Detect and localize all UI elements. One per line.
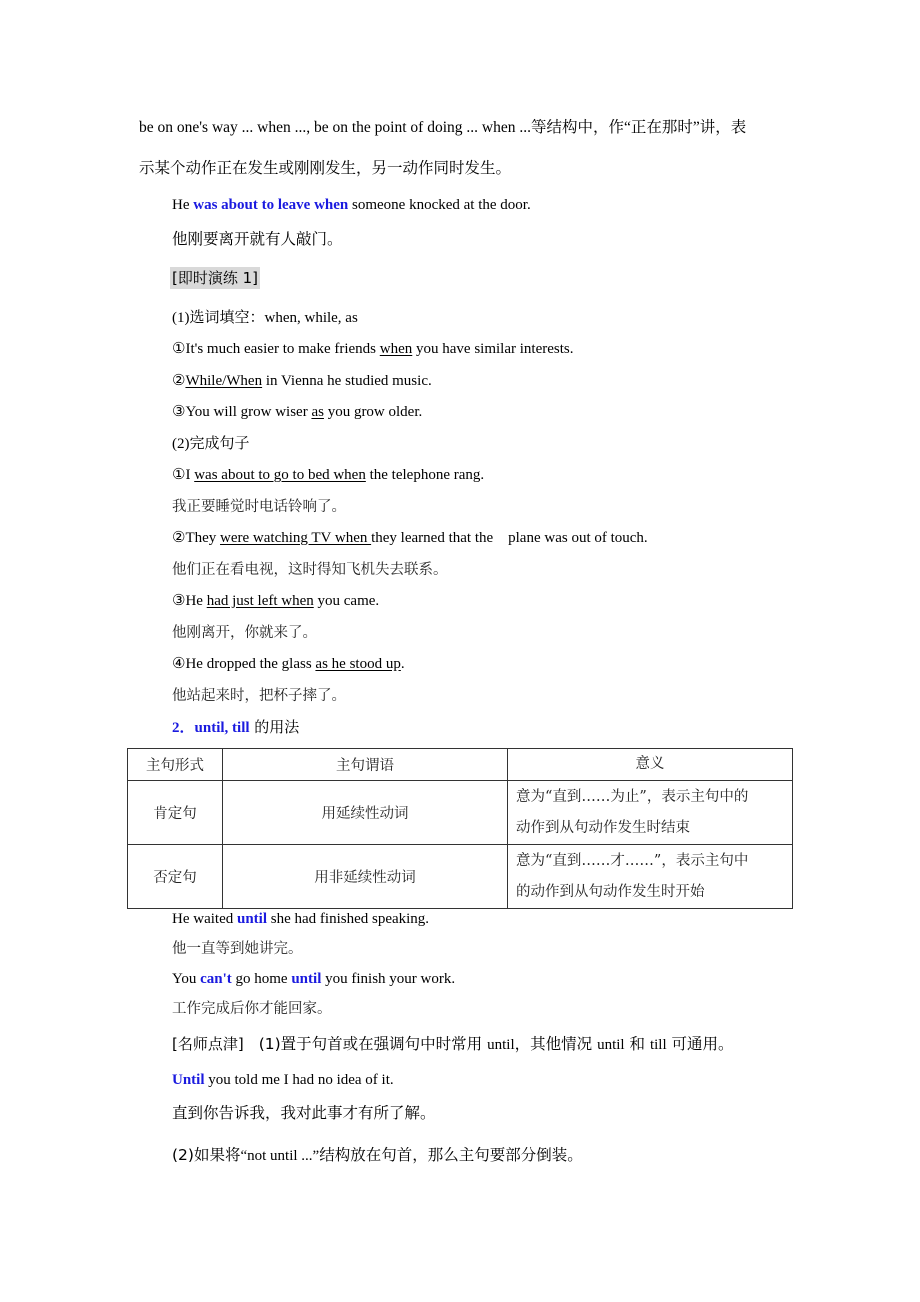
table-header-predicate: 主句谓语 (223, 749, 508, 781)
tips-text: (1)置于句首或在强调句中时常用 (258, 1035, 488, 1053)
tips-label: [名师点津] (172, 1035, 244, 1053)
tips-translation: 直到你告诉我，我对此事才有所了解。 (172, 1104, 436, 1122)
example-translation (172, 229, 343, 249)
table-cell-meaning (508, 781, 793, 845)
table-header-form: 主句形式 (128, 749, 223, 781)
item-pre: It's much easier to make friends (185, 341, 380, 357)
item-post: you have similar interests. (412, 341, 574, 357)
table-cell-predicate: 用非延续性动词 (223, 845, 508, 909)
item-number: ③ (172, 404, 186, 420)
item-post: in Vienna he studied music. (262, 373, 432, 389)
tips-text: ，其他情况 (514, 1035, 598, 1053)
intro-text-1: be on one's way ... when ..., be on the point of doing ... when ...等结构中，作“正在那时”讲，表 (139, 119, 747, 136)
meaning-line-1: 意为“直到……才……”，表示主句中 (516, 852, 749, 869)
practice-title (170, 268, 260, 289)
item-translation: 他们正在看电视，这时得知飞机失去联系。 (172, 562, 448, 578)
item-pre: He (185, 593, 207, 609)
part2-heading (172, 434, 250, 454)
tips-point-1 (172, 1034, 734, 1055)
example-keyword: can't (200, 971, 232, 987)
part2-item-1-translation (172, 497, 346, 517)
table-cell-form: 否定句 (128, 845, 223, 909)
item-translation: 我正要睡觉时电话铃响了。 (172, 499, 346, 515)
part2-item-1 (172, 465, 484, 485)
table-header-row (128, 749, 793, 781)
part2-item-3-translation (172, 623, 317, 643)
item-answer: While/When (185, 373, 263, 389)
section-title-suffix: 的用法 (249, 718, 300, 736)
tips-text: 和 (624, 1035, 650, 1053)
table-row (128, 781, 793, 845)
part1-item-3 (172, 402, 422, 422)
item-pre: I (185, 467, 195, 483)
example-pre: You (172, 971, 201, 987)
item-post: you grow older. (323, 404, 423, 420)
section-2-heading (172, 717, 299, 738)
tips-example (172, 1070, 394, 1090)
item-answer: when (379, 341, 413, 357)
table-row (128, 845, 793, 909)
example-post: you finish your work. (321, 971, 456, 987)
example-keyword: until (236, 911, 267, 927)
item-answer: was about to go to bed when (194, 467, 366, 483)
meaning-line-1: 意为“直到……为止”，表示主句中的 (516, 788, 749, 805)
intro-text-2: 示某个动作正在发生或刚刚发生，另一动作同时发生。 (139, 159, 512, 177)
part1-heading (172, 308, 358, 328)
until-example-1-translation (172, 939, 303, 959)
item-number: ② (172, 530, 186, 546)
section-keywords: until, till (194, 720, 250, 736)
until-example-2 (172, 969, 455, 989)
item-answer: had just left when (206, 593, 314, 609)
part2-item-4-translation (172, 686, 346, 706)
intro-line-2 (139, 158, 511, 178)
meaning-line-2: 动作到从句动作发生时结束 (516, 819, 690, 836)
tips-text: 可通用。 (666, 1035, 734, 1053)
table-cell-meaning (508, 845, 793, 909)
part2-item-2-translation (172, 560, 448, 580)
item-number: ① (172, 341, 186, 357)
meaning-line-2: 的动作到从句动作发生时开始 (516, 883, 705, 900)
part1-item-1 (172, 339, 573, 359)
tips-text: 结构放在句首，那么主句要部分倒装。 (319, 1146, 583, 1164)
tips-example-rest: you told me I had no idea of it. (204, 1072, 394, 1088)
item-answer: were watching TV when (220, 530, 372, 546)
item-post: they learned that the plane was out of touch. (371, 530, 648, 546)
item-number: ① (172, 467, 186, 483)
part2-item-3 (172, 591, 379, 611)
item-number: ③ (172, 593, 186, 609)
item-translation: 他刚离开，你就来了。 (172, 625, 317, 641)
item-pre: You will grow wiser (185, 404, 312, 420)
part1-heading-text: (1)选词填空：when, while, as (172, 310, 358, 326)
item-translation: 他站起来时，把杯子摔了。 (172, 688, 346, 704)
example-mid: she had finished speaking. (267, 911, 430, 927)
tips-example-translation (172, 1103, 436, 1123)
example-pre: He (172, 197, 194, 213)
tips-example-keyword: Until (172, 1072, 205, 1088)
example-translation: 工作完成后你才能回家。 (172, 1001, 332, 1017)
part1-item-2 (172, 371, 432, 391)
item-pre: He dropped the glass (185, 656, 316, 672)
part2-item-4 (172, 654, 405, 674)
tips-text: (2)如果将 (172, 1146, 241, 1164)
item-answer: as (311, 404, 324, 420)
example-mid: go home (231, 971, 292, 987)
until-till-table (127, 748, 793, 909)
example-pre: He waited (172, 911, 237, 927)
item-pre: They (185, 530, 221, 546)
item-number: ② (172, 373, 186, 389)
example-translation: 他一直等到她讲完。 (172, 941, 303, 957)
practice-title-text: [即时演练 1] (172, 269, 259, 287)
table-header-meaning: 意义 (508, 749, 793, 781)
until-example-1 (172, 909, 429, 929)
example-translation-text: 他刚要离开就有人敲门。 (172, 230, 343, 248)
tips-point-2 (172, 1145, 583, 1166)
part2-item-2 (172, 528, 648, 548)
item-post: you came. (313, 593, 380, 609)
table-cell-predicate: 用延续性动词 (223, 781, 508, 845)
item-number: ④ (172, 656, 186, 672)
item-post: the telephone rang. (365, 467, 485, 483)
part2-heading-text: (2)完成句子 (172, 436, 250, 452)
example-post: someone knocked at the door. (348, 197, 531, 213)
item-answer: as he stood up (315, 656, 401, 672)
tips-quote: “not until ...” (240, 1148, 320, 1164)
until-example-2-translation (172, 999, 332, 1019)
intro-line-1 (139, 118, 746, 138)
tips-keyword: till (649, 1037, 667, 1053)
section-number: 2． (172, 720, 195, 736)
tips-keyword: until (597, 1037, 625, 1053)
example-keyword: until (291, 971, 322, 987)
item-post: . (400, 656, 405, 672)
tips-keyword: until (487, 1037, 515, 1053)
table-cell-form: 肯定句 (128, 781, 223, 845)
example-sentence (172, 195, 531, 215)
example-highlight: was about to leave when (193, 197, 349, 213)
